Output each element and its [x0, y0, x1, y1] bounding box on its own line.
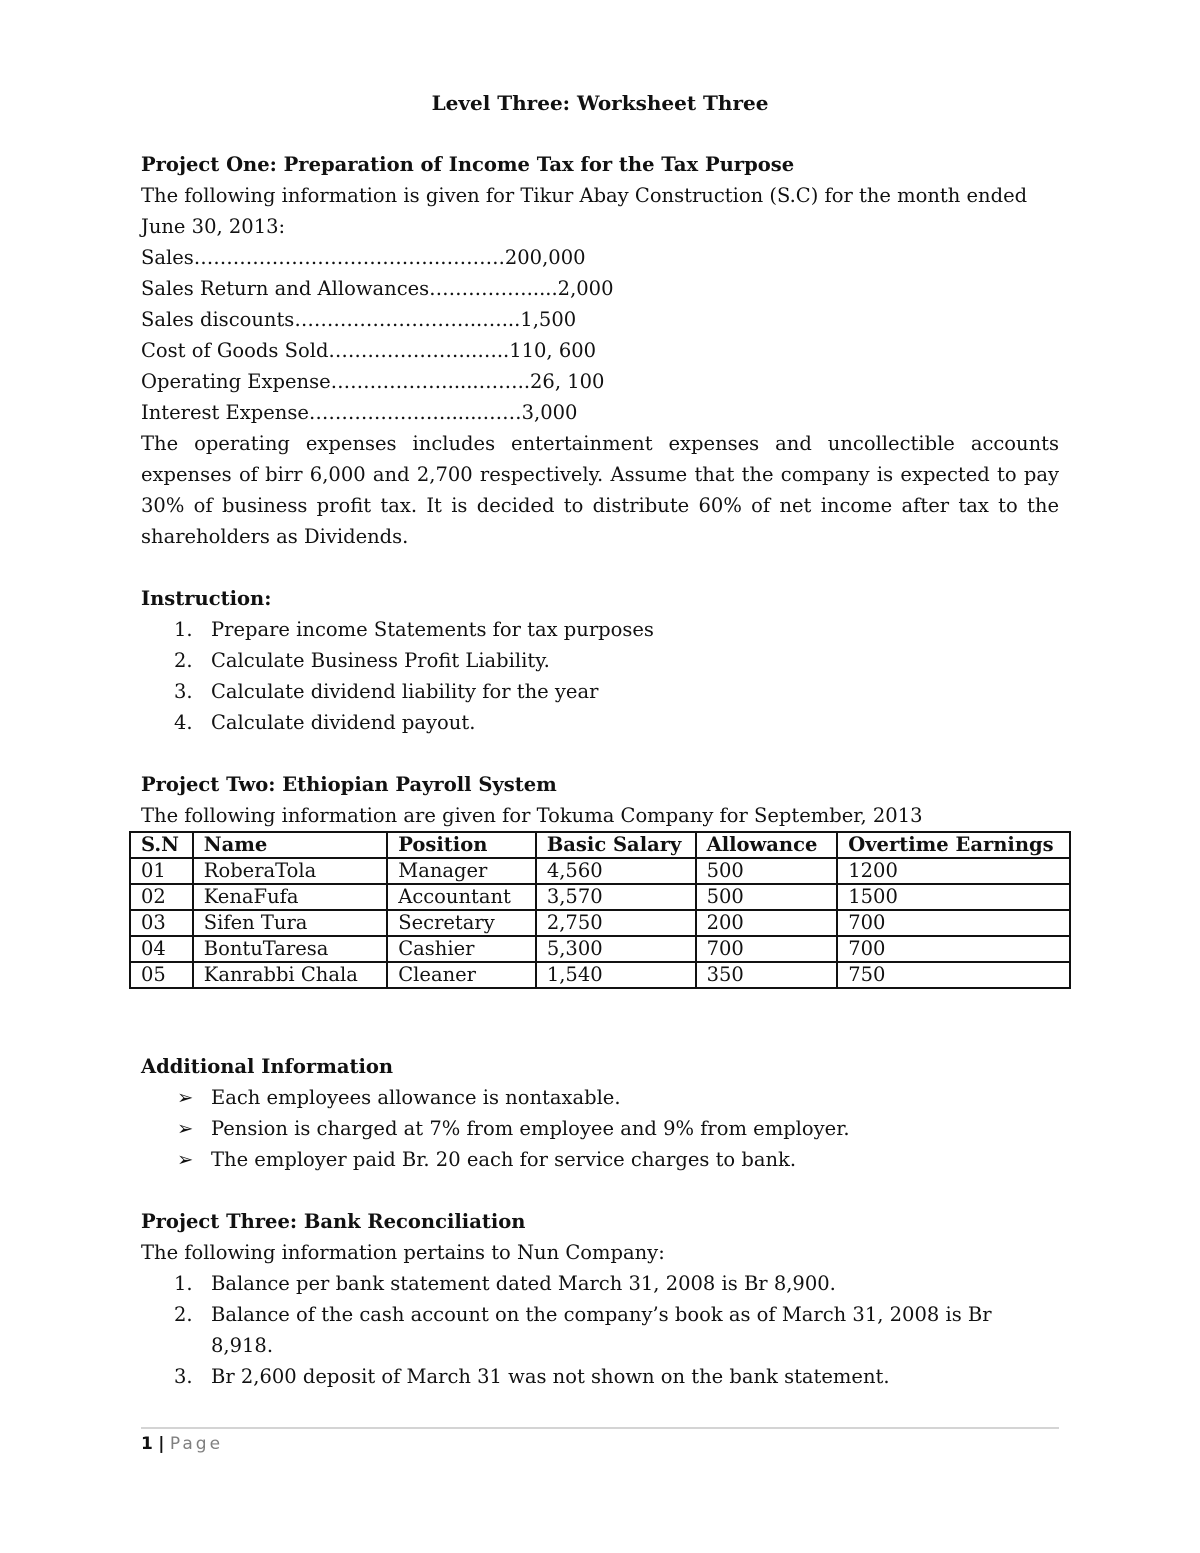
- table-cell: 1,540: [536, 962, 696, 988]
- table-cell: 2,750: [536, 910, 696, 936]
- project-one-intro: The following information is given for Tikur Abay Construction (S.C) for the month ended June 30, 2013:: [141, 184, 1028, 238]
- table-cell: 700: [837, 910, 1070, 936]
- list-number: 1.: [174, 1272, 193, 1295]
- list-text: Calculate dividend liability for the year: [211, 680, 599, 703]
- table-cell: RoberaTola: [193, 858, 387, 884]
- table-cell: Manager: [387, 858, 536, 884]
- column-header: Position: [387, 832, 536, 858]
- page-footer: [141, 1434, 223, 1454]
- page-title: Level Three: Worksheet Three: [431, 91, 769, 115]
- instruction-list: [141, 614, 1059, 738]
- list-item: [141, 1268, 1059, 1299]
- list-text: The employer paid Br. 20 each for service charges to bank.: [211, 1148, 797, 1171]
- list-item: [141, 707, 1059, 738]
- list-text: Prepare income Statements for tax purposes: [211, 618, 654, 641]
- project-two-intro: The following information are given for Tokuma Company for September, 2013: [141, 804, 923, 827]
- table-row: [130, 962, 1070, 988]
- list-number: 4.: [174, 711, 193, 734]
- page-number: 1: [141, 1434, 153, 1454]
- footer-divider: [141, 1427, 1059, 1429]
- list-number: 3.: [174, 1365, 193, 1388]
- table-cell: 200: [696, 910, 838, 936]
- document-body: [141, 149, 1059, 1392]
- table-cell: Cashier: [387, 936, 536, 962]
- project-one-heading: Project One: Preparation of Income Tax for the Tax Purpose: [141, 153, 795, 176]
- table-row: [130, 858, 1070, 884]
- arrow-bullet-icon: ➢: [177, 1086, 194, 1109]
- column-header: S.N: [130, 832, 193, 858]
- table-cell: 750: [837, 962, 1070, 988]
- table-cell: 05: [130, 962, 193, 988]
- table-cell: 04: [130, 936, 193, 962]
- table-cell: 3,570: [536, 884, 696, 910]
- table-cell: Secretary: [387, 910, 536, 936]
- table-cell: 03: [130, 910, 193, 936]
- list-item: [141, 1113, 1059, 1144]
- column-header: Allowance: [696, 832, 838, 858]
- footer-separator: |: [158, 1434, 165, 1454]
- list-number: 3.: [174, 680, 193, 703]
- list-text: Pension is charged at 7% from employee and 9% from employer.: [211, 1117, 850, 1140]
- project-three-heading: Project Three: Bank Reconciliation: [141, 1210, 526, 1233]
- payroll-table: [129, 831, 1071, 989]
- table-cell: 5,300: [536, 936, 696, 962]
- table-row: [130, 910, 1070, 936]
- table-cell: 700: [837, 936, 1070, 962]
- table-cell: KenaFufa: [193, 884, 387, 910]
- table-row: [130, 936, 1070, 962]
- table-cell: 500: [696, 884, 838, 910]
- table-cell: Sifen Tura: [193, 910, 387, 936]
- table-cell: 01: [130, 858, 193, 884]
- list-text: Balance per bank statement dated March 31, 2008 is Br 8,900.: [211, 1272, 836, 1295]
- column-header: Overtime Earnings: [837, 832, 1070, 858]
- list-item: [141, 1361, 1059, 1392]
- income-item: Sales Return and Allowances…………….....2,000: [141, 277, 614, 300]
- table-cell: Kanrabbi Chala: [193, 962, 387, 988]
- additional-info-list: [141, 1082, 1059, 1175]
- table-cell: 1200: [837, 858, 1070, 884]
- project-three-intro: The following information pertains to Nun Company:: [141, 1241, 665, 1264]
- list-text: Each employees allowance is nontaxable.: [211, 1086, 621, 1109]
- table-cell: 350: [696, 962, 838, 988]
- list-number: 2.: [174, 649, 193, 672]
- list-text: Calculate Business Profit Liability.: [211, 649, 550, 672]
- table-cell: 500: [696, 858, 838, 884]
- table-row: [130, 884, 1070, 910]
- table-cell: BontuTaresa: [193, 936, 387, 962]
- list-item: [141, 645, 1059, 676]
- income-item: Interest Expense…………………......……3,000: [141, 401, 578, 424]
- list-item: [141, 1144, 1059, 1175]
- arrow-bullet-icon: ➢: [177, 1117, 194, 1140]
- arrow-bullet-icon: ➢: [177, 1148, 194, 1171]
- list-number: 1.: [174, 618, 193, 641]
- income-item: Cost of Goods Sold…………………..…..110, 600: [141, 339, 597, 362]
- list-text: Calculate dividend payout.: [211, 711, 476, 734]
- additional-info-heading: Additional Information: [141, 1055, 394, 1078]
- list-item: [141, 614, 1059, 645]
- list-text: Balance of the cash account on the company’s book as of March 31, 2008 is Br 8,918.: [211, 1303, 992, 1357]
- column-header: Basic Salary: [536, 832, 696, 858]
- table-cell: Cleaner: [387, 962, 536, 988]
- income-item: Sales discounts………………………..…...1,500: [141, 308, 577, 331]
- table-cell: 1500: [837, 884, 1070, 910]
- income-item: Operating Expense……………….....……..26, 100: [141, 370, 605, 393]
- project-one-paragraph: The operating expenses includes entertainment expenses and uncollectible accounts expenses of birr 6,000 and 2,700 respectively. Assume that the company is expected to pay 30% of business profit tax. It is decided to distribute 60% of net income after tax to the shareholders as Dividends.: [141, 432, 1059, 548]
- bank-info-list: [141, 1268, 1059, 1392]
- project-two-heading: Project Two: Ethiopian Payroll System: [141, 773, 557, 796]
- table-cell: 02: [130, 884, 193, 910]
- table-cell: 4,560: [536, 858, 696, 884]
- list-item: [141, 1299, 1059, 1361]
- column-header: Name: [193, 832, 387, 858]
- table-cell: Accountant: [387, 884, 536, 910]
- page-label: Page: [169, 1434, 224, 1454]
- table-cell: 700: [696, 936, 838, 962]
- list-item: [141, 1082, 1059, 1113]
- table-header-row: [130, 832, 1070, 858]
- list-number: 2.: [174, 1303, 193, 1326]
- list-text: Br 2,600 deposit of March 31 was not shown on the bank statement.: [211, 1365, 890, 1388]
- income-item: Sales………………………………..……….200,000: [141, 246, 586, 269]
- list-item: [141, 676, 1059, 707]
- instruction-heading: Instruction:: [141, 587, 272, 610]
